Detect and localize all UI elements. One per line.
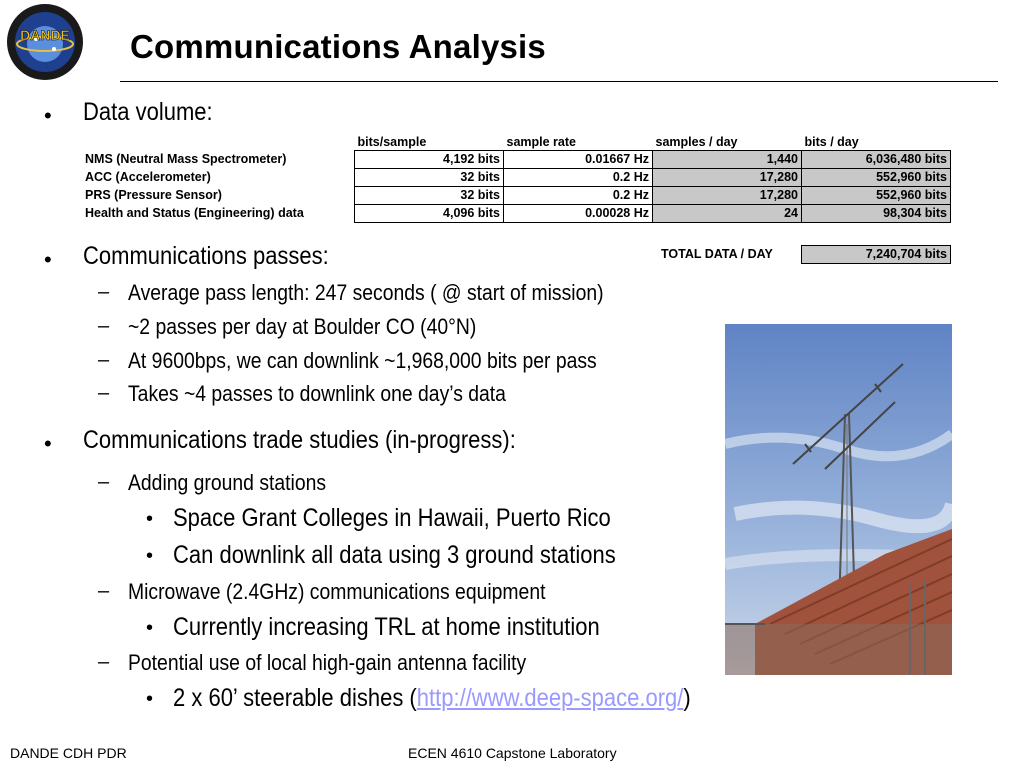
bullet-data-volume: Data volume: — [83, 98, 213, 126]
dash-mark: – — [98, 315, 110, 337]
sub-bullet: At 9600bps, we can downlink ~1,968,000 bits per pass — [128, 348, 597, 373]
sub-bullet: Adding ground stations — [128, 470, 327, 495]
sub-sub-bullet: Can downlink all data using 3 ground stations — [173, 541, 616, 569]
footer-left: DANDE CDH PDR — [10, 745, 127, 761]
dot-mark: • — [146, 688, 154, 710]
dash-mark: – — [98, 651, 110, 673]
table-header: bits/sample — [357, 135, 427, 149]
cell-bits-sample: 4,096 bits — [355, 205, 504, 223]
cell-sample-rate: 0.2 Hz — [504, 187, 653, 205]
deep-space-link[interactable]: http://www.deep-space.org/ — [416, 684, 684, 712]
total-data-value: 7,240,704 bits — [801, 245, 951, 264]
sub-bullet: ~2 passes per day at Boulder CO (40°N) — [128, 314, 477, 339]
table-row — [82, 151, 951, 169]
cell-bits-sample: 32 bits — [355, 169, 504, 187]
page-title: Communications Analysis — [130, 28, 546, 65]
dash-mark: – — [98, 471, 110, 493]
table-row — [82, 169, 951, 187]
sub-bullet: Takes ~4 passes to downlink one day’s data — [128, 381, 506, 406]
dash-mark: – — [98, 349, 110, 371]
dande-logo — [6, 3, 84, 81]
title-divider — [120, 81, 998, 82]
cell-bits-sample: 32 bits — [355, 187, 504, 205]
antenna-text-prefix: 2 x 60’ steerable dishes ( — [173, 684, 417, 712]
dash-mark: – — [98, 281, 110, 303]
dash-mark: – — [98, 580, 110, 602]
sub-bullet: Average pass length: 247 seconds ( @ start of mission) — [128, 280, 604, 305]
table-row — [82, 205, 951, 223]
row-label: NMS (Neutral Mass Spectrometer) — [85, 152, 287, 166]
cell-bits-day: 98,304 bits — [802, 205, 951, 223]
table-row — [82, 187, 951, 205]
table-header-blank — [82, 134, 355, 151]
logo-text: DANDE — [20, 27, 70, 43]
cell-bits-sample: 4,192 bits — [355, 151, 504, 169]
bullet-mark: • — [44, 247, 52, 272]
table-header: bits / day — [804, 135, 859, 149]
bullet-mark: • — [44, 431, 52, 456]
cell-bits-day: 552,960 bits — [802, 187, 951, 205]
cell-sample-rate: 0.00028 Hz — [504, 205, 653, 223]
cell-bits-day: 552,960 bits — [802, 169, 951, 187]
cell-bits-day: 6,036,480 bits — [802, 151, 951, 169]
cell-samples-day: 1,440 — [653, 151, 802, 169]
sub-sub-bullet: Space Grant Colleges in Hawaii, Puerto Rico — [173, 504, 611, 532]
row-label: ACC (Accelerometer) — [85, 170, 211, 184]
row-label: PRS (Pressure Sensor) — [85, 188, 222, 202]
cell-sample-rate: 0.2 Hz — [504, 169, 653, 187]
total-data-label: TOTAL DATA / DAY — [661, 247, 773, 261]
table-header: samples / day — [655, 135, 738, 149]
cell-samples-day: 17,280 — [653, 187, 802, 205]
antenna-text-suffix: ) — [683, 684, 691, 712]
antenna-photo — [725, 324, 952, 675]
dot-mark: • — [146, 545, 154, 567]
bullet-mark: • — [44, 103, 52, 128]
sub-sub-bullet-antenna — [173, 684, 691, 713]
footer-center: ECEN 4610 Capstone Laboratory — [408, 745, 617, 761]
table-header-row — [82, 134, 951, 151]
row-label: Health and Status (Engineering) data — [85, 206, 304, 220]
sub-bullet: Microwave (2.4GHz) communications equipment — [128, 579, 546, 604]
sub-sub-bullet: Currently increasing TRL at home institution — [173, 613, 600, 641]
cell-sample-rate: 0.01667 Hz — [504, 151, 653, 169]
dot-mark: • — [146, 617, 154, 639]
cell-samples-day: 17,280 — [653, 169, 802, 187]
cell-samples-day: 24 — [653, 205, 802, 223]
bullet-trade-studies: Communications trade studies (in-progress): — [83, 426, 516, 454]
dash-mark: – — [98, 382, 110, 404]
dot-mark: • — [146, 508, 154, 530]
sub-bullet: Potential use of local high-gain antenna facility — [128, 650, 527, 675]
data-volume-table — [82, 134, 951, 223]
table-header: sample rate — [506, 135, 576, 149]
bullet-comm-passes: Communications passes: — [83, 242, 329, 270]
